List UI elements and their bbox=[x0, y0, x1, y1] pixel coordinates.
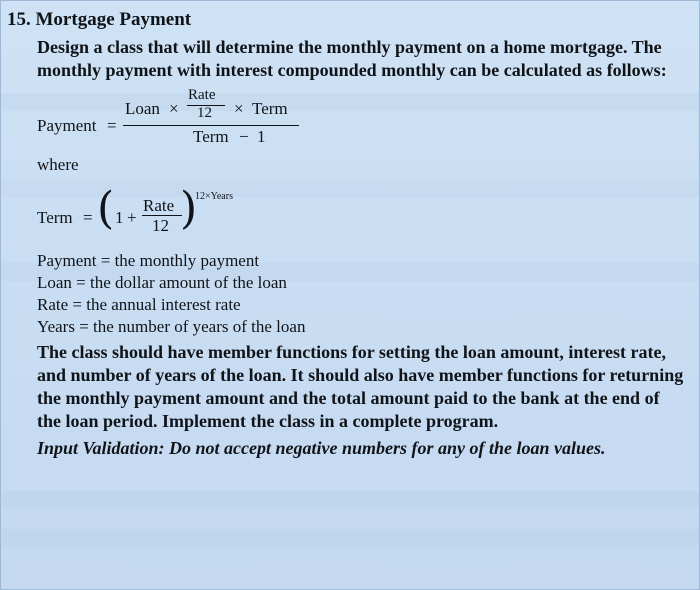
term-lhs: Term bbox=[37, 208, 73, 227]
requirements-paragraph: The class should have member functions for setting the loan amount, interest rate, and number of years of the loan. It should also have member functions for returning the monthly payment amount and the total amount paid to the bank at the end of the loan period. Implement the class in a complete program. bbox=[37, 342, 684, 431]
right-paren: ) bbox=[180, 183, 198, 234]
denominator-one: 1 bbox=[257, 127, 266, 146]
numerator-times-1: × bbox=[169, 99, 179, 118]
inner-rate: Rate bbox=[188, 87, 216, 103]
payment-equals: = bbox=[107, 116, 117, 135]
bleed-through-line bbox=[1, 491, 699, 509]
term-twelve: 12 bbox=[152, 216, 169, 235]
bleed-through-line bbox=[1, 529, 699, 547]
problem-number: 15. bbox=[7, 9, 31, 30]
where-label: where bbox=[37, 155, 79, 174]
numerator-times-2: × bbox=[234, 99, 244, 118]
definition-years: Years = the number of years of the loan bbox=[37, 317, 306, 336]
input-validation-note: Input Validation: Do not accept negative numbers for any of the loan values. bbox=[37, 438, 606, 458]
bleed-through-line bbox=[1, 93, 699, 111]
problem-title: Mortgage Payment bbox=[35, 9, 192, 30]
term-one: 1 bbox=[115, 208, 124, 227]
term-rate: Rate bbox=[143, 196, 175, 215]
denominator-minus: − bbox=[239, 127, 249, 146]
intro-paragraph: Design a class that will determine the monthly payment on a home mortgage. The monthly payment with interest compounded monthly can be calculated as follows: bbox=[37, 37, 667, 80]
definition-payment: Payment = the monthly payment bbox=[37, 251, 260, 270]
term-exponent: 12×Years bbox=[195, 191, 233, 202]
definition-rate: Rate = the annual interest rate bbox=[37, 295, 241, 314]
definition-loan: Loan = the dollar amount of the loan bbox=[37, 273, 287, 292]
payment-lhs: Payment bbox=[37, 116, 97, 135]
inner-twelve: 12 bbox=[197, 105, 212, 121]
left-paren: ( bbox=[97, 183, 115, 234]
term-equals: = bbox=[83, 208, 93, 227]
denominator-term: Term bbox=[193, 127, 229, 146]
problem-heading bbox=[7, 9, 191, 31]
numerator-loan: Loan bbox=[125, 99, 160, 118]
term-plus: + bbox=[127, 208, 137, 227]
numerator-term: Term bbox=[252, 99, 288, 118]
